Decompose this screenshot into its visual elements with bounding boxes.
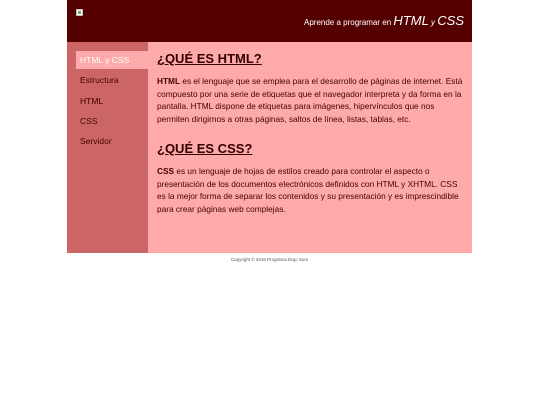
sidebar-nav [67,42,148,253]
broken-image-icon [76,9,83,16]
section-title-html: ¿QUÉ ES HTML? [157,51,262,66]
tagline-y: y [431,18,436,27]
content-wrap [67,42,472,253]
sidebar-item-servidor[interactable]: Servidor [80,136,112,147]
sidebar-item-html-y-css[interactable]: HTML y CSS [76,51,148,69]
section-title-css: ¿QUÉ ES CSS? [157,140,253,156]
section-body-html [157,75,464,126]
tagline-html: HTML [393,13,429,28]
section-lead-css: CSS [157,165,175,176]
site-header [67,0,472,42]
section-text-html: es el lenguaje que se emplea para el desarrollo de páginas de internet. Está compuesto por una serie de etiquetas que el navegador interpreta y da forma en la pantalla. HTML dispone de etiquetas para imágenes, hipervínculos que nos permiten dirigirnos a otras páginas, saltos de línea, listas, tablas, etc. [157,76,463,125]
section-lead-html: HTML [157,76,181,86]
section-body-css [157,165,464,216]
page-container [67,0,472,262]
site-tagline [304,13,464,31]
sidebar-item-html[interactable]: HTML [80,95,104,106]
section-text-css: es un lenguaje de hojas de estilos creado para controlar el aspecto o presentación de los documentos electrónicos definidos con HTML y XHTML. CSS es la mejor forma de separar los contenidos y su presentación y es imprescindible para crear páginas web complejas. [157,165,459,214]
sidebar-item-css[interactable]: CSS [80,115,98,126]
main-content [148,42,472,253]
tagline-css: CSS [437,13,464,28]
footer-copyright: Copyright © 2016 Programa Ergo Sum [230,257,309,262]
tagline-prefix: Aprende a programar en [304,18,392,27]
sidebar-item-estructura[interactable]: Estructura [80,75,119,86]
